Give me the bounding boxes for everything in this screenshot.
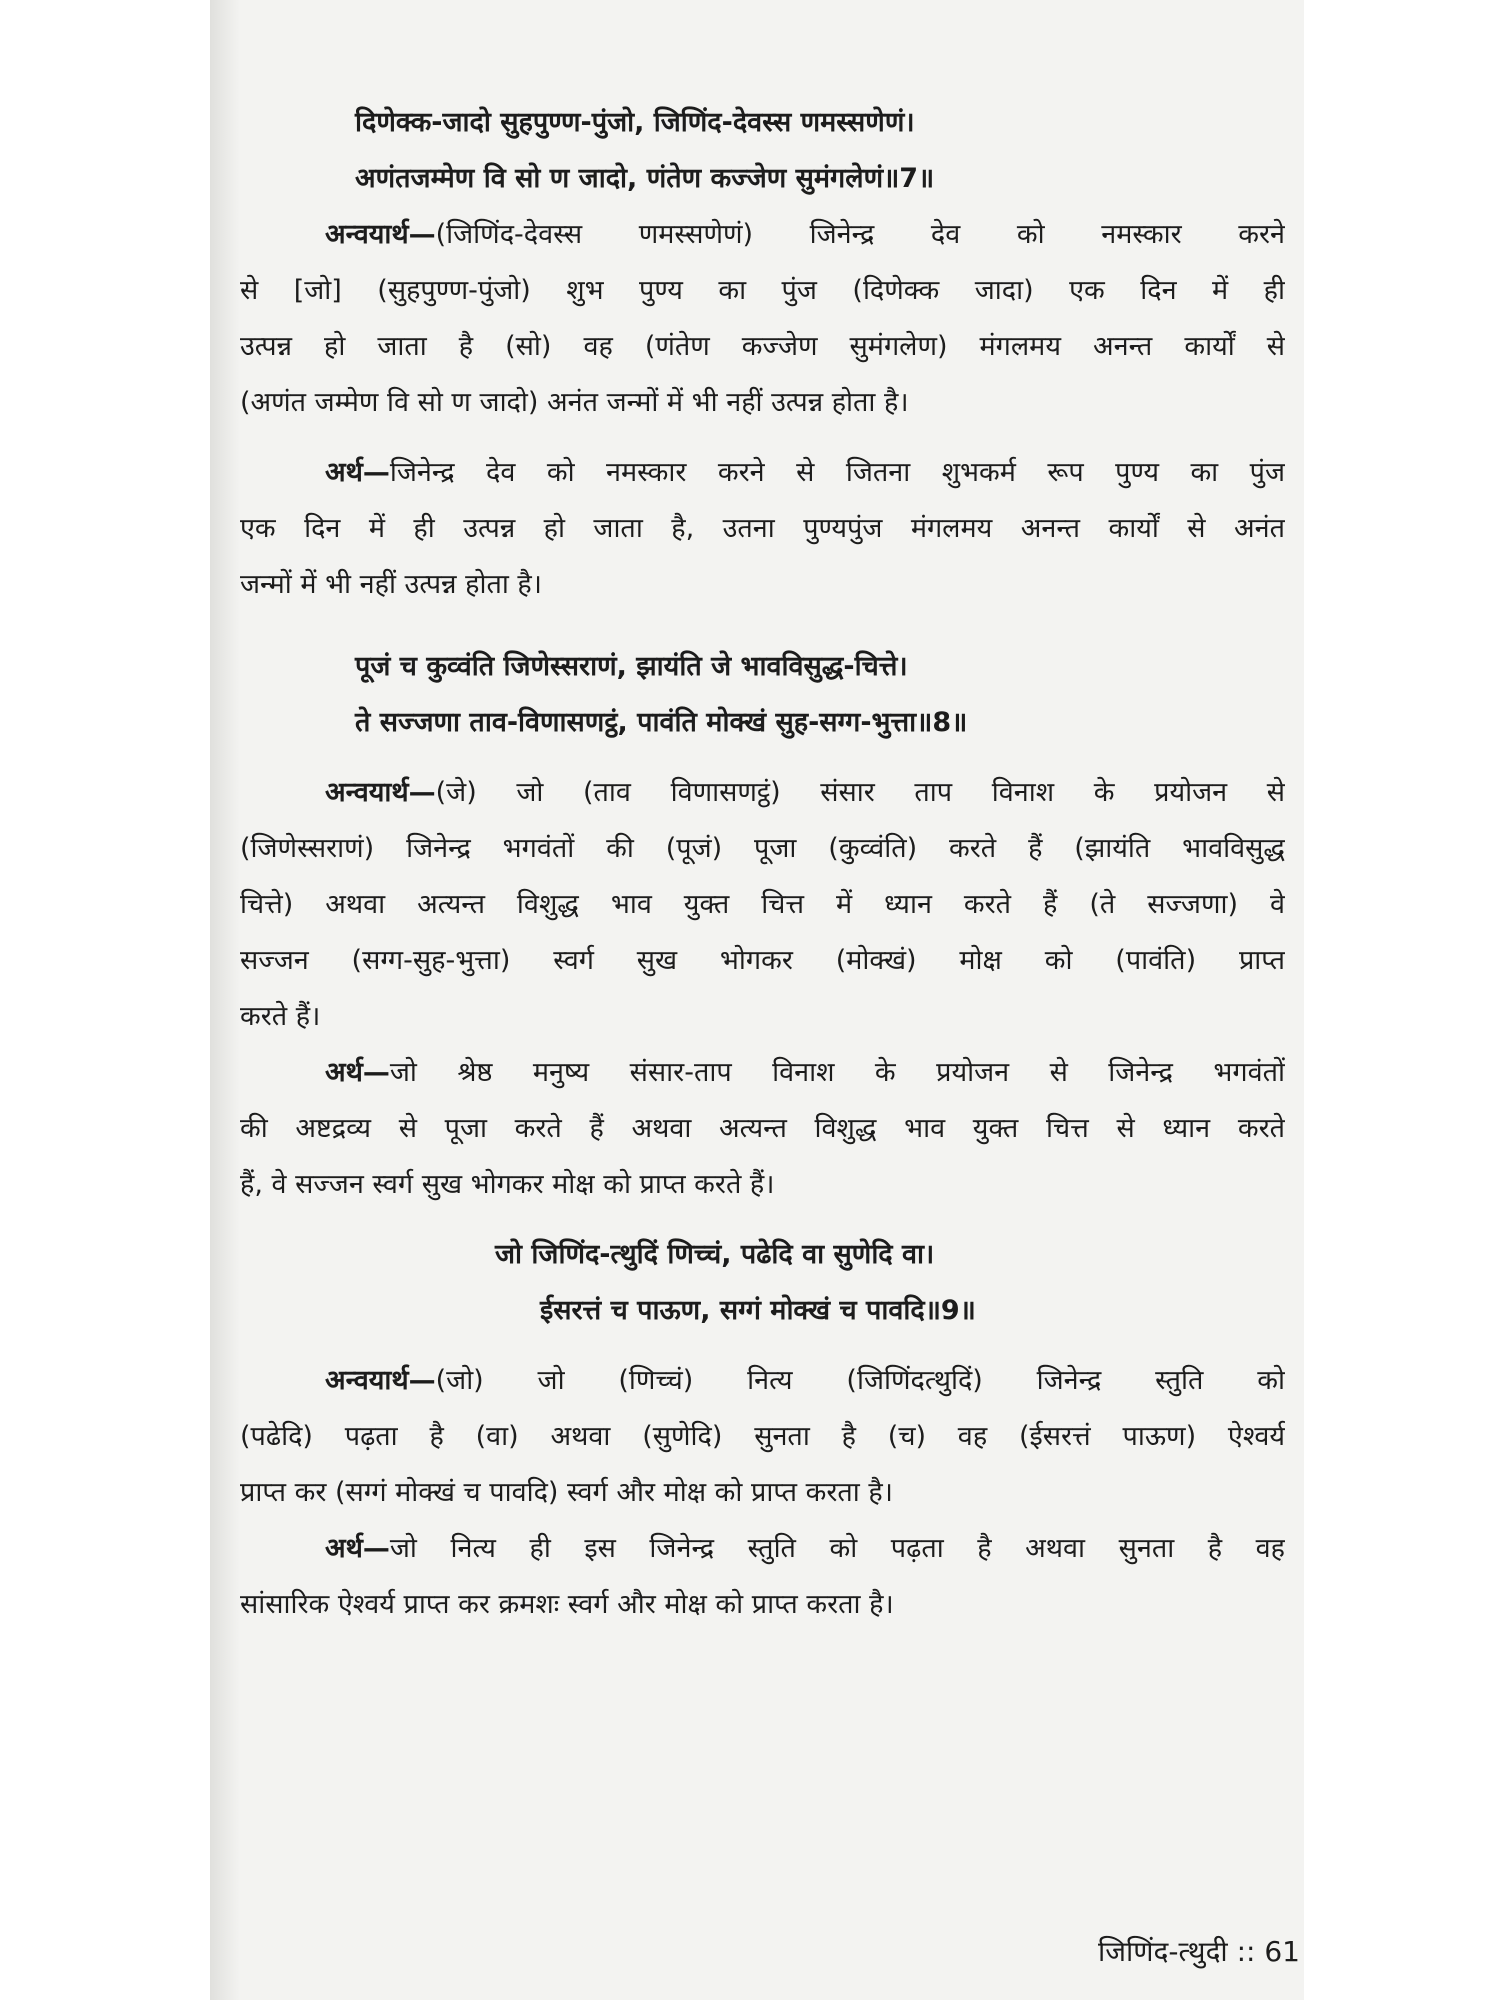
artha-7-line-2: एक दिन में ही उत्पन्न हो जाता है, उतना पुण्यपुंज मंगलमय अनन्त कार्यों से अनंत <box>240 513 1285 544</box>
artha-9-line-2: सांसारिक ऐश्वर्य प्राप्त कर क्रमशः स्वर्ग और मोक्ष को प्राप्त करता है। <box>240 1589 894 1620</box>
verse-7-line-2: अणंतजम्मेण वि सो ण जादो, णंतेण कज्जेण सुमंगलेणं॥7॥ <box>355 163 935 194</box>
anvayartha-8-line-2: (जिणेस्सराणं) जिनेन्द्र भगवंतों की (पूजं) पूजा (कुव्वंति) करते हैं (झायंति भावविसुद्ध <box>240 833 1285 864</box>
artha-8-line-2: की अष्टद्रव्य से पूजा करते हैं अथवा अत्यन्त विशुद्ध भाव युक्त चित्त से ध्यान करते <box>240 1113 1285 1144</box>
anvayartha-label: अन्वयार्थ— <box>325 219 436 250</box>
artha-7-line-1: अर्थ—जिनेन्द्र देव को नमस्कार करने से जितना शुभकर्म रूप पुण्य का पुंज <box>325 457 1285 488</box>
artha-8-line-3: हैं, वे सज्जन स्वर्ग सुख भोगकर मोक्ष को प्राप्त करते हैं। <box>240 1169 775 1200</box>
verse-8-line-2: ते सज्जणा ताव-विणासणट्ठं, पावंति मोक्खं सुह-सग्ग-भुत्ता॥8॥ <box>355 707 968 738</box>
artha-label: अर्थ— <box>325 1057 390 1088</box>
anvayartha-8-line-1: अन्वयार्थ—(जे) जो (ताव विणासणट्ठं) संसार ताप विनाश के प्रयोजन से <box>325 777 1285 808</box>
anvayartha-7-line-1: अन्वयार्थ—(जिणिंद-देवस्स णमस्सणेणं) जिनेन्द्र देव को नमस्कार करने <box>325 219 1285 250</box>
anvayartha-8-line-3: चित्ते) अथवा अत्यन्त विशुद्ध भाव युक्त चित्त में ध्यान करते हैं (ते सज्जणा) वे <box>240 889 1285 920</box>
artha-8-line-1: अर्थ—जो श्रेष्ठ मनुष्य संसार-ताप विनाश के प्रयोजन से जिनेन्द्र भगवंतों <box>325 1057 1285 1088</box>
verse-9-line-1: जो जिणिंद-त्थुदिं णिच्चं, पढेदि वा सुणेदि वा। <box>495 1239 935 1270</box>
page-gutter-shadow <box>210 0 240 2000</box>
verse-8-line-1: पूजं च कुव्वंति जिणेस्सराणं, झायंति जे भावविसुद्ध-चित्ते। <box>355 651 908 682</box>
anvayartha-7-line-2: से [जो] (सुहपुण्ण-पुंजो) शुभ पुण्य का पुंज (दिणेक्क जादा) एक दिन में ही <box>240 275 1285 306</box>
anvayartha-9-line-2: (पढेदि) पढ़ता है (वा) अथवा (सुणेदि) सुनता है (च) वह (ईसरत्तं पाऊण) ऐश्वर्य <box>240 1421 1285 1452</box>
anvayartha-9-line-3: प्राप्त कर (सग्गं मोक्खं च पावदि) स्वर्ग और मोक्ष को प्राप्त करता है। <box>240 1477 893 1508</box>
anvayartha-label: अन्वयार्थ— <box>325 777 436 808</box>
artha-label: अर्थ— <box>325 457 390 488</box>
anvayartha-label: अन्वयार्थ— <box>325 1365 436 1396</box>
anvayartha-8-line-4: सज्जन (सग्ग-सुह-भुत्ता) स्वर्ग सुख भोगकर (मोक्खं) मोक्ष को (पावंति) प्राप्त <box>240 945 1285 976</box>
anvayartha-8-line-5: करते हैं। <box>240 1001 321 1032</box>
artha-label: अर्थ— <box>325 1533 390 1564</box>
anvayartha-9-line-1: अन्वयार्थ—(जो) जो (णिच्चं) नित्य (जिणिंदत्थुदिं) जिनेन्द्र स्तुति को <box>325 1365 1285 1396</box>
page-body <box>240 95 1285 1633</box>
verse-7-line-1: दिणेक्क-जादो सुहपुण्ण-पुंजो, जिणिंद-देवस्स णमस्सणेणं। <box>355 107 915 138</box>
artha-7-line-3: जन्मों में भी नहीं उत्पन्न होता है। <box>240 569 542 600</box>
artha-9-line-1: अर्थ—जो नित्य ही इस जिनेन्द्र स्तुति को पढ़ता है अथवा सुनता है वह <box>325 1533 1285 1564</box>
anvayartha-7-line-4: (अणंत जम्मेण वि सो ण जादो) अनंत जन्मों में भी नहीं उत्पन्न होता है। <box>240 387 909 418</box>
page-footer: जिणिंद-त्थुदी :: 61 <box>1097 1935 1300 1968</box>
verse-9-line-2: ईसरत्तं च पाऊण, सग्गं मोक्खं च पावदि॥9॥ <box>540 1295 976 1326</box>
anvayartha-7-line-3: उत्पन्न हो जाता है (सो) वह (णंतेण कज्जेण सुमंगलेण) मंगलमय अनन्त कार्यों से <box>240 331 1285 362</box>
